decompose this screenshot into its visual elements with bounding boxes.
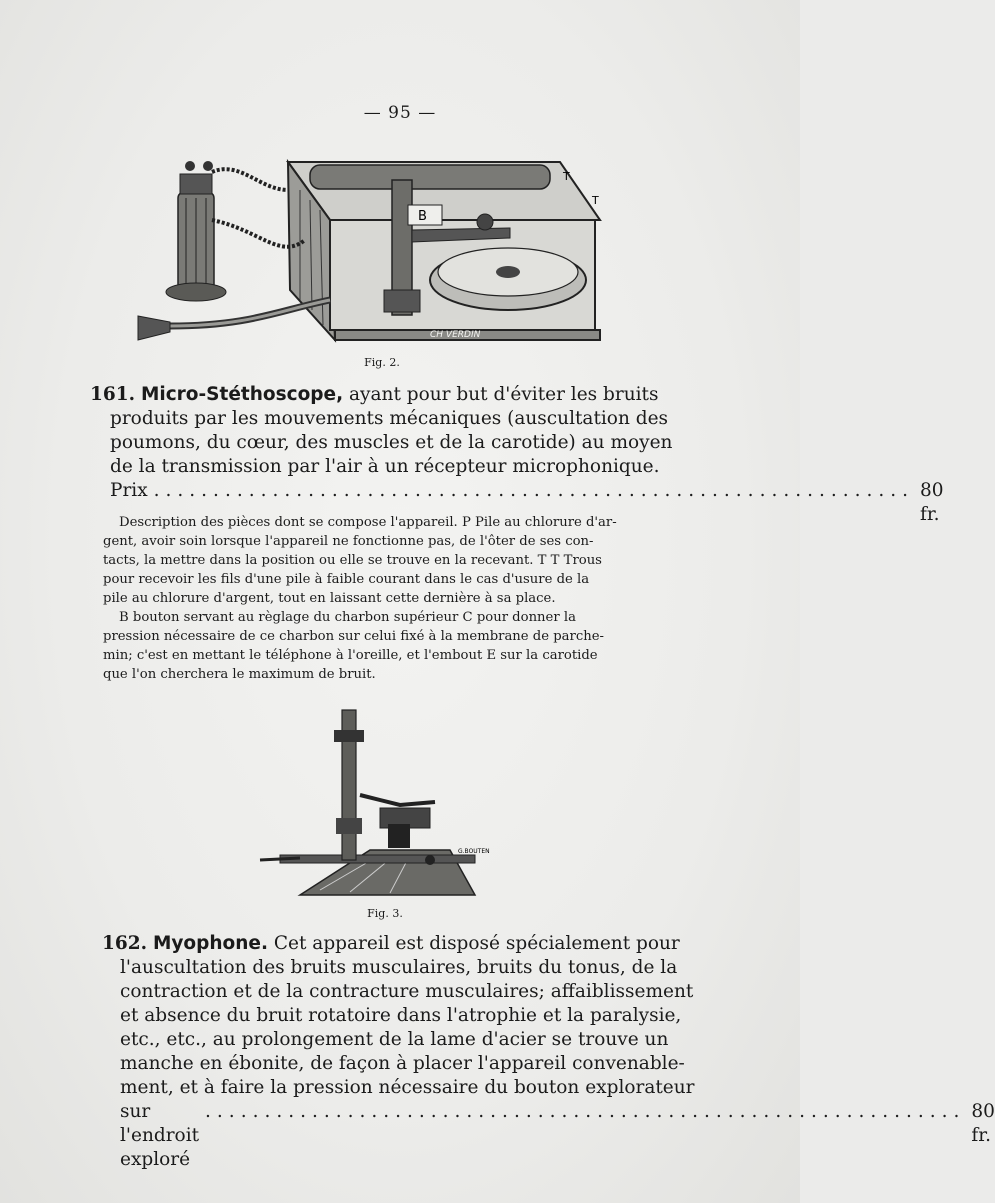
item-161-price: 80 fr. xyxy=(920,480,944,525)
fig2-letter-t1: T xyxy=(563,170,570,183)
description-line: pile au chlorure d'argent, tout en laissant cette dernière à sa place. xyxy=(103,591,556,606)
item-162-price: 80 fr. xyxy=(971,1101,995,1146)
item-161 xyxy=(90,383,944,527)
item-161-title: Micro-Stéthoscope, xyxy=(140,384,344,405)
fig2-engraver-mark: CH VERDIN xyxy=(430,330,481,340)
figure-2-engraving xyxy=(130,150,620,350)
fig3-engraver-mark: G.BOUTEN xyxy=(458,848,490,855)
parts-description xyxy=(103,513,677,684)
item-162-line8: sur l'endroit exploré xyxy=(120,1101,200,1170)
item-162-line4: et absence du bruit rotatoire dans l'atrophie et la paralysie, xyxy=(120,1005,682,1026)
item-161-line4: de la transmission par l'air à un récepteur microphonique. xyxy=(110,456,660,477)
dot-leader: ................................................................ xyxy=(153,480,915,501)
item-162-number: 162. xyxy=(102,933,148,954)
dot-leader: ................................................................ xyxy=(205,1101,966,1122)
description-line: que l'on cherchera le maximum de bruit. xyxy=(103,667,376,682)
item-162-line5: etc., etc., au prolongement de la lame d'acier se trouve un xyxy=(120,1029,669,1050)
item-162-line2: l'auscultation des bruits musculaires, bruits du tonus, de la xyxy=(120,957,678,978)
item-162 xyxy=(102,932,995,1172)
item-162-title: Myophone. xyxy=(152,933,268,954)
description-line: Description des pièces dont se compose l'appareil. P Pile au chlorure d'ar- xyxy=(119,515,617,530)
description-line: pour recevoir les fils d'une pile à faible courant dans le cas d'usure de la xyxy=(103,572,590,587)
figure-2-caption: Fig. 2. xyxy=(364,356,400,369)
item-162-line7: ment, et à faire la pression nécessaire du bouton explorateur xyxy=(120,1077,695,1098)
item-161-line1: ayant pour but d'éviter les bruits xyxy=(343,384,659,405)
fig2-letter-t2: T xyxy=(592,194,599,207)
item-162-line1: Cet appareil est disposé spécialement pour xyxy=(268,933,680,954)
description-line: pression nécessaire de ce charbon sur celui fixé à la membrane de parche- xyxy=(103,629,604,644)
item-161-number: 161. xyxy=(90,384,136,405)
item-161-line2: produits par les mouvements mécaniques (auscultation des xyxy=(110,408,669,429)
description-line: gent, avoir soin lorsque l'appareil ne fonctionne pas, de l'ôter de ses con- xyxy=(103,534,594,549)
description-line: min; c'est en mettant le téléphone à l'oreille, et l'embout E sur la carotide xyxy=(103,648,598,663)
figure-3-engraving xyxy=(260,700,510,905)
page-number: — 95 — xyxy=(363,103,437,123)
item-161-line3: poumons, du cœur, des muscles et de la carotide) au moyen xyxy=(110,432,673,453)
item-162-line6: manche en ébonite, de façon à placer l'appareil convenable- xyxy=(120,1053,685,1074)
fig2-letter-b: B xyxy=(418,209,427,224)
description-line: tacts, la mettre dans la position ou elle se trouve en la recevant. T T Trous xyxy=(103,553,602,568)
figure-3-caption: Fig. 3. xyxy=(367,907,403,920)
item-161-price-label: Prix xyxy=(110,480,148,501)
description-line: B bouton servant au règlage du charbon supérieur C pour donner la xyxy=(119,610,576,625)
item-162-line3: contraction et de la contracture musculaires; affaiblissement xyxy=(120,981,694,1002)
